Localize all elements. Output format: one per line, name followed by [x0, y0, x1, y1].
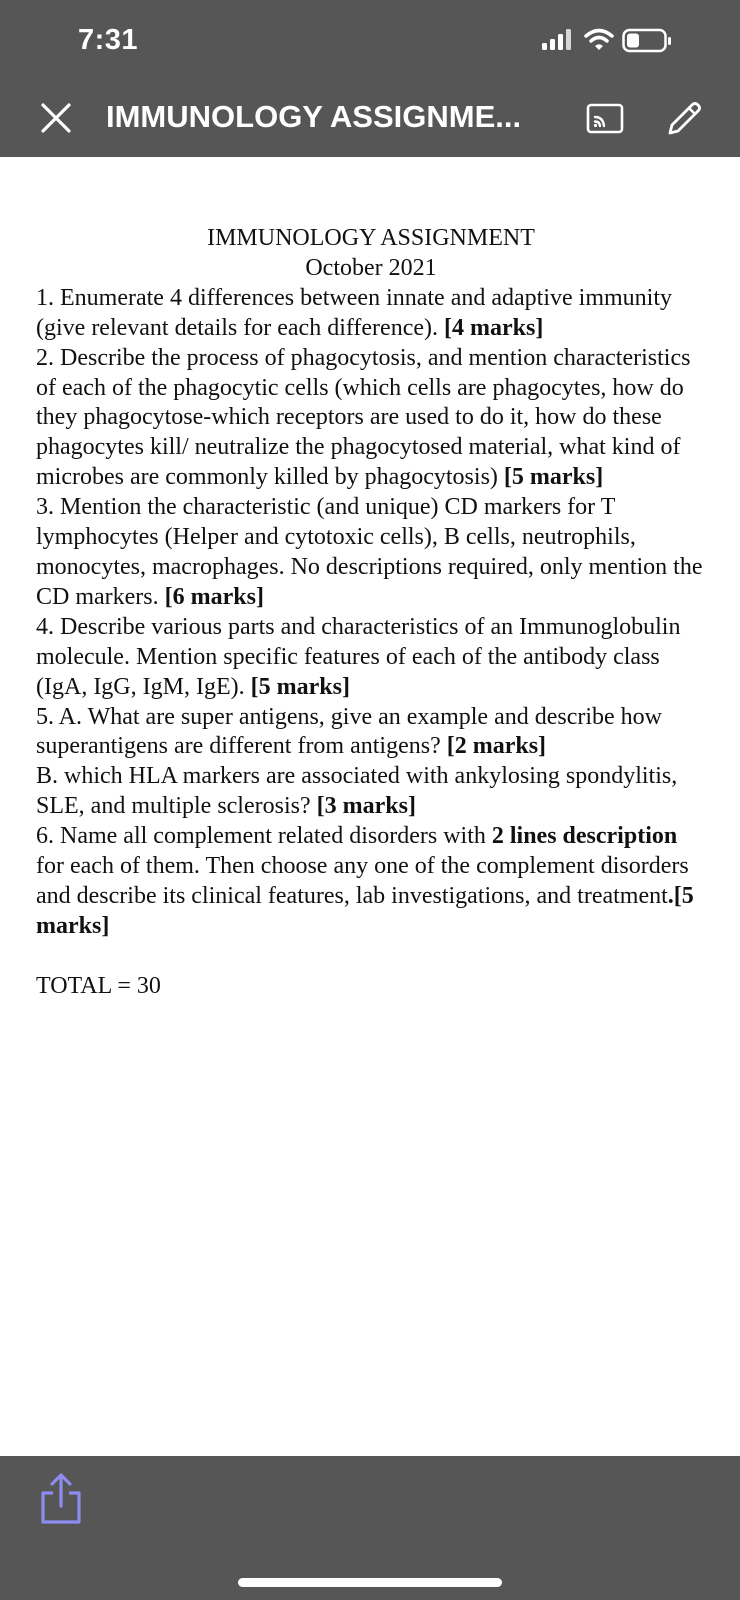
signal-icon: [542, 28, 576, 52]
question-4: [36, 613, 706, 703]
close-button[interactable]: [38, 100, 74, 136]
assignment-heading: IMMUNOLOGY ASSIGNMENT: [207, 225, 535, 251]
home-indicator[interactable]: [238, 1578, 502, 1587]
document-title: IMMUNOLOGY ASSIGNME...: [106, 99, 522, 134]
question-text: 2. Describe the process of phagocytosis, and mention characteristics of each of the phagocytic cells (which cells are phagocytes, how do they phagocytose-which receptors are used to do it, how do these phagocytes kill/ neutralize the phagocytosed material, what kind of microbes are commonly killed by phagocytosis): [36, 344, 691, 491]
question-3: [36, 493, 706, 613]
question-1: [36, 284, 706, 344]
assignment-date: October 2021: [305, 254, 437, 281]
marks-label: [4 marks]: [444, 314, 544, 341]
question-text: 5. A. What are super antigens, give an example and describe how superantigens are different from antigens?: [36, 703, 663, 760]
close-icon: [38, 100, 74, 136]
cast-icon: [586, 103, 624, 135]
marks-label: [3 marks]: [316, 793, 416, 820]
question-text-start: 6. Name all complement related disorders with: [36, 823, 492, 850]
marks-label: [2 marks]: [446, 733, 547, 760]
share-button[interactable]: [38, 1472, 84, 1526]
wifi-icon: [584, 28, 614, 52]
marks-label: [5 marks]: [503, 464, 604, 491]
question-emphasis: 2 lines description: [491, 823, 678, 850]
share-icon: [38, 1472, 84, 1526]
question-text: 1. Enumerate 4 differences between innate and adaptive immunity (give relevant details for each difference).: [36, 284, 672, 341]
question-5b: [36, 762, 706, 822]
total-marks: TOTAL = 30: [36, 972, 161, 999]
question-5a: [36, 703, 706, 763]
marks-label: [6 marks]: [164, 583, 264, 610]
question-6: [36, 822, 706, 942]
question-text: 4. Describe various parts and characteristics of an Immunoglobulin molecule. Mention specific features of each of the antibody class (IgA, IgG, IgM, IgE).: [36, 613, 681, 700]
question-text: B. which HLA markers are associated with ankylosing spondylitis, SLE, and multiple sclerosis?: [36, 763, 678, 820]
question-2: [36, 344, 706, 494]
battery-icon: [622, 28, 674, 54]
status-icons: [542, 28, 692, 58]
marks-label: [5 marks]: [250, 673, 350, 700]
status-time: 7:31: [78, 24, 139, 56]
pencil-icon: [664, 99, 704, 139]
document-content: [36, 224, 706, 1002]
question-text-end: for each of them. Then choose any one of the complement disorders and describe its clinical features, lab investigations, and treatment: [36, 853, 689, 909]
marks-label: .[5 marks]: [36, 882, 694, 939]
edit-button[interactable]: [664, 99, 704, 139]
question-text: 3. Mention the characteristic (and unique) CD markers for T lymphocytes (Helper and cytotoxic cells), B cells, neutrophils, monocytes, macrophages. No descriptions required, only mention the CD markers.: [36, 494, 703, 610]
cast-button[interactable]: [586, 103, 624, 135]
